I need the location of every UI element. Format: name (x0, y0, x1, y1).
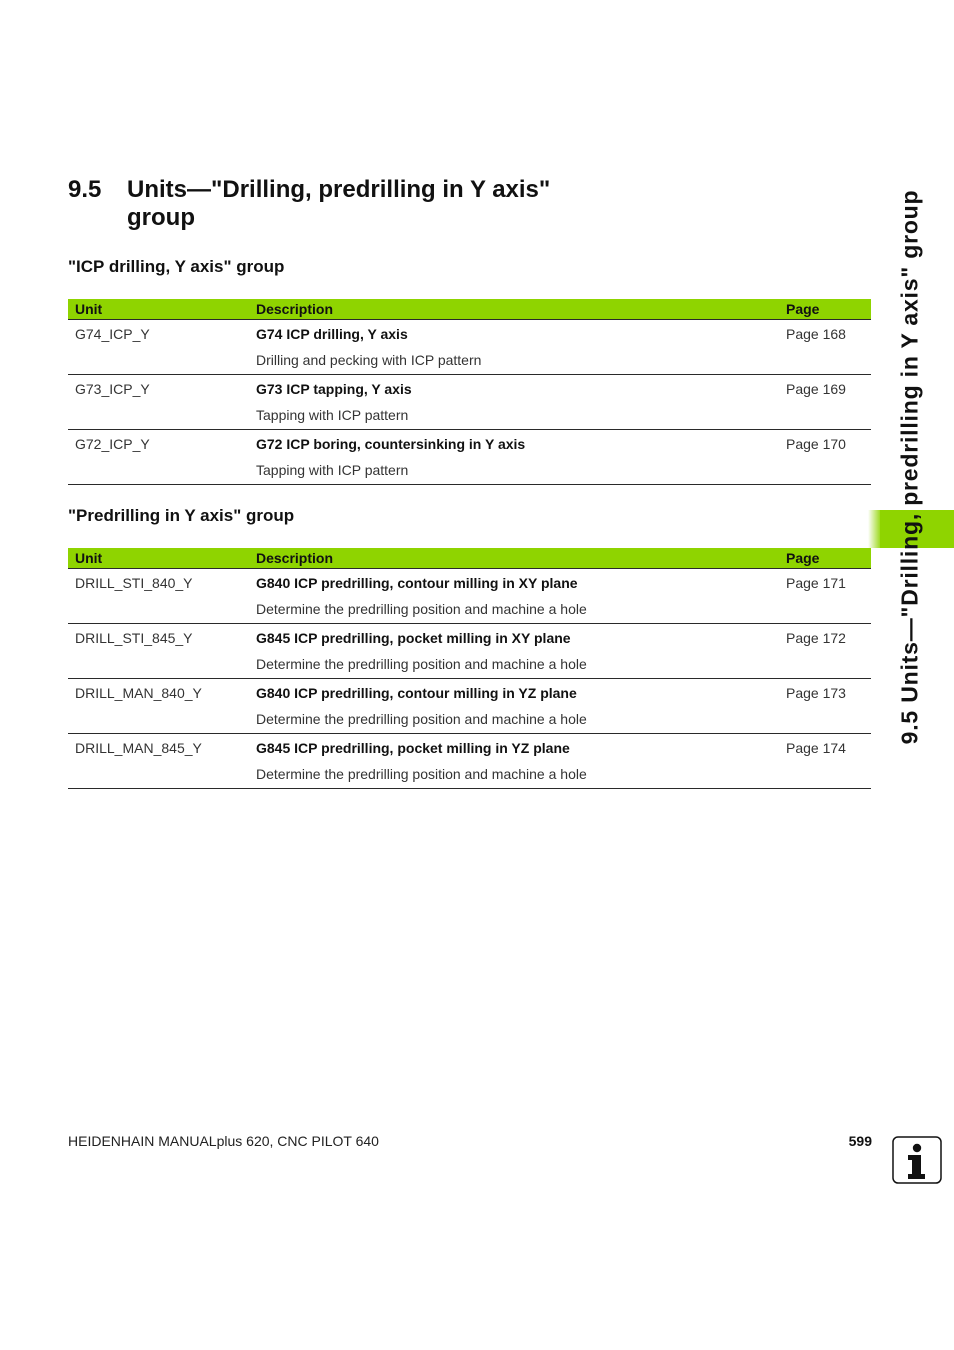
description-cell (249, 569, 779, 624)
page-title (68, 176, 588, 232)
description-subtitle: Tapping with ICP pattern (256, 407, 409, 423)
description-cell (249, 734, 779, 789)
unit-cell: G73_ICP_Y (68, 375, 249, 430)
column-header-description: Description (249, 548, 779, 569)
description-title: G840 ICP predrilling, contour milling in YZ plane (256, 685, 577, 701)
footer-page-number: 599 (848, 1133, 872, 1149)
description-title: G840 ICP predrilling, contour milling in XY plane (256, 575, 578, 591)
description-title: G845 ICP predrilling, pocket milling in XY plane (256, 630, 571, 646)
unit-cell: DRILL_STI_840_Y (68, 569, 249, 624)
page-reference[interactable]: Page 174 (779, 734, 871, 789)
predrilling-heading: "Predrilling in Y axis" group (68, 506, 295, 525)
description-subtitle: Determine the predrilling position and machine a hole (256, 656, 587, 672)
page-reference[interactable]: Page 168 (779, 320, 871, 375)
description-subtitle: Tapping with ICP pattern (256, 462, 409, 478)
table-row (68, 430, 871, 485)
description-title: G73 ICP tapping, Y axis (256, 381, 412, 397)
column-header-page: Page (779, 299, 871, 320)
table-row (68, 624, 871, 679)
icp-drilling-heading: "ICP drilling, Y axis" group (68, 257, 285, 276)
description-title: G845 ICP predrilling, pocket milling in YZ plane (256, 740, 570, 756)
description-cell (249, 320, 779, 375)
table-row (68, 320, 871, 375)
column-header-unit: Unit (68, 299, 249, 320)
description-subtitle: Determine the predrilling position and machine a hole (256, 766, 587, 782)
icp-drilling-table (68, 299, 871, 485)
section-title: Units—"Drilling, predrilling in Y axis" group (127, 176, 551, 231)
unit-cell: DRILL_MAN_845_Y (68, 734, 249, 789)
description-title: G72 ICP boring, countersinking in Y axis (256, 436, 526, 452)
description-cell (249, 375, 779, 430)
page-reference[interactable]: Page 173 (779, 679, 871, 734)
description-subtitle: Drilling and pecking with ICP pattern (256, 352, 482, 368)
column-header-page: Page (779, 548, 871, 569)
unit-cell: G72_ICP_Y (68, 430, 249, 485)
column-header-unit: Unit (68, 548, 249, 569)
description-cell (249, 624, 779, 679)
page-reference[interactable]: Page 171 (779, 569, 871, 624)
page-reference[interactable]: Page 169 (779, 375, 871, 430)
table-header-row (68, 299, 871, 320)
unit-cell: DRILL_STI_845_Y (68, 624, 249, 679)
section-number: 9.5 (68, 176, 102, 203)
page-reference[interactable]: Page 172 (779, 624, 871, 679)
footer-publication: HEIDENHAIN MANUALplus 620, CNC PILOT 640 (68, 1133, 379, 1149)
table-row (68, 679, 871, 734)
side-section-title: 9.5 Units—"Drilling, predrilling in Y axis" group (896, 189, 923, 745)
table-row (68, 569, 871, 624)
unit-cell: DRILL_MAN_840_Y (68, 679, 249, 734)
description-title: G74 ICP drilling, Y axis (256, 326, 408, 342)
description-cell (249, 430, 779, 485)
unit-cell: G74_ICP_Y (68, 320, 249, 375)
table-header-row (68, 548, 871, 569)
table-row (68, 734, 871, 789)
description-subtitle: Determine the predrilling position and machine a hole (256, 711, 587, 727)
description-subtitle: Determine the predrilling position and machine a hole (256, 601, 587, 617)
description-cell (249, 679, 779, 734)
info-icon[interactable] (892, 1136, 942, 1184)
table-row (68, 375, 871, 430)
page-reference[interactable]: Page 170 (779, 430, 871, 485)
column-header-description: Description (249, 299, 779, 320)
predrilling-table (68, 548, 871, 789)
